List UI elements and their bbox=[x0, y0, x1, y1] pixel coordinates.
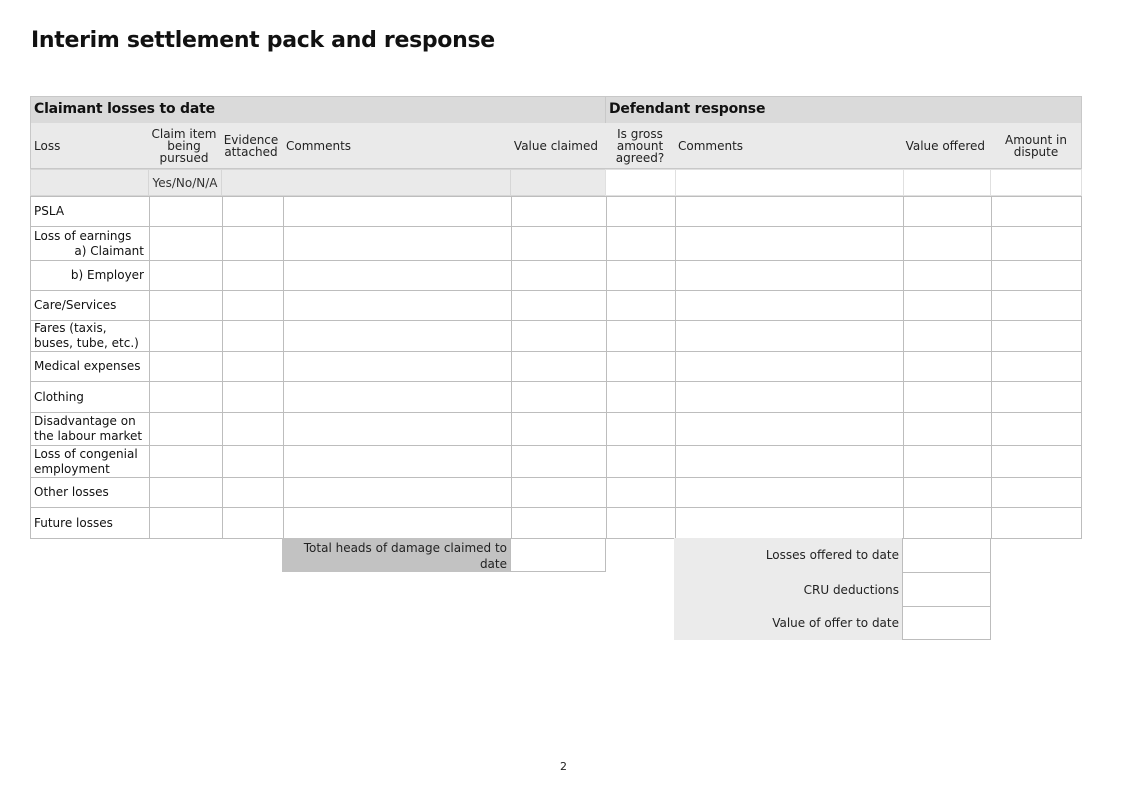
table-cell[interactable] bbox=[991, 478, 1083, 507]
table-cell[interactable] bbox=[675, 508, 903, 538]
table-cell[interactable] bbox=[903, 261, 991, 290]
table-cell[interactable] bbox=[222, 227, 283, 260]
table-cell[interactable] bbox=[606, 352, 675, 381]
row-sublabel-text: a) Claimant bbox=[74, 243, 144, 258]
table-cell[interactable] bbox=[283, 227, 511, 260]
table-cell[interactable] bbox=[222, 261, 283, 290]
table-cell[interactable] bbox=[511, 413, 606, 445]
table-cell[interactable] bbox=[283, 508, 511, 538]
table-cell[interactable] bbox=[283, 291, 511, 320]
table-cell[interactable] bbox=[903, 197, 991, 226]
cru-deductions-label: CRU deductions bbox=[674, 572, 903, 607]
table-cell[interactable] bbox=[991, 352, 1083, 381]
table-cell[interactable] bbox=[675, 321, 903, 351]
table-cell[interactable] bbox=[222, 321, 283, 351]
table-cell[interactable] bbox=[991, 197, 1083, 226]
table-cell[interactable] bbox=[991, 261, 1083, 290]
table-cell[interactable] bbox=[149, 478, 222, 507]
table-cell[interactable] bbox=[675, 227, 903, 260]
table-cell[interactable] bbox=[222, 352, 283, 381]
claimant-section-header bbox=[30, 96, 606, 124]
table-row bbox=[30, 320, 1082, 352]
row-label-text: Care/Services bbox=[34, 298, 117, 312]
row-label-text: Clothing bbox=[34, 389, 84, 404]
table-cell[interactable] bbox=[903, 446, 991, 477]
total-claimed-value[interactable] bbox=[510, 538, 606, 572]
table-row bbox=[30, 445, 1082, 478]
table-row bbox=[30, 351, 1082, 382]
col-header-gross-agreed: Is gross amount agreed? bbox=[615, 126, 665, 165]
table-cell[interactable] bbox=[511, 291, 606, 320]
table-cell[interactable] bbox=[149, 261, 222, 290]
cru-deductions-value[interactable] bbox=[902, 572, 991, 607]
table-cell[interactable] bbox=[903, 291, 991, 320]
page-title: Interim settlement pack and response bbox=[31, 28, 495, 53]
table-cell[interactable] bbox=[606, 291, 675, 320]
value-of-offer-value[interactable] bbox=[902, 606, 991, 640]
row-label-text: Fares (taxis, buses, tube, etc.) bbox=[34, 321, 139, 350]
table-cell[interactable] bbox=[903, 478, 991, 507]
table-cell[interactable] bbox=[991, 291, 1083, 320]
table-cell[interactable] bbox=[149, 413, 222, 445]
table-cell[interactable] bbox=[149, 352, 222, 381]
table-row bbox=[30, 507, 1082, 539]
table-cell[interactable] bbox=[222, 291, 283, 320]
table-cell[interactable] bbox=[903, 352, 991, 381]
table-cell[interactable] bbox=[606, 508, 675, 538]
table-cell[interactable] bbox=[283, 413, 511, 445]
col-header-value-claimed: Value claimed bbox=[513, 138, 598, 153]
row-label-text: Loss of earnings bbox=[34, 228, 132, 243]
table-cell[interactable] bbox=[222, 197, 283, 226]
table-row bbox=[30, 260, 1082, 291]
table-row bbox=[30, 196, 1082, 227]
table-cell[interactable] bbox=[149, 446, 222, 477]
col-header-claim-item: Claim item being pursued bbox=[151, 126, 217, 165]
defendant-heading: Defendant response bbox=[609, 101, 766, 117]
value-of-offer-label: Value of offer to date bbox=[674, 606, 903, 640]
table-cell[interactable] bbox=[222, 508, 283, 538]
table-cell[interactable] bbox=[283, 261, 511, 290]
table-cell[interactable] bbox=[675, 382, 903, 412]
table-cell[interactable] bbox=[675, 446, 903, 477]
table-cell[interactable] bbox=[149, 382, 222, 412]
col-header-value-offered: Value offered bbox=[905, 138, 985, 153]
table-cell[interactable] bbox=[149, 227, 222, 260]
row-label bbox=[34, 508, 146, 538]
table-cell[interactable] bbox=[283, 478, 511, 507]
yn-row-evidence-comments bbox=[221, 169, 511, 196]
row-label bbox=[34, 446, 146, 477]
row-label bbox=[34, 478, 146, 507]
claimant-heading: Claimant losses to date bbox=[34, 101, 215, 117]
table-cell[interactable] bbox=[149, 508, 222, 538]
table-cell[interactable] bbox=[991, 321, 1083, 351]
table-cell[interactable] bbox=[606, 261, 675, 290]
row-label-text: Other losses bbox=[34, 485, 109, 499]
table-cell[interactable] bbox=[991, 446, 1083, 477]
row-label bbox=[34, 413, 146, 445]
table-cell[interactable] bbox=[283, 352, 511, 381]
row-label bbox=[34, 352, 146, 381]
row-label-text: PSLA bbox=[34, 204, 65, 218]
table-cell[interactable] bbox=[606, 321, 675, 351]
losses-offered-value[interactable] bbox=[902, 538, 991, 573]
col-header-evidence: Evidence attached bbox=[223, 132, 279, 159]
table-cell[interactable] bbox=[903, 321, 991, 351]
table-cell[interactable] bbox=[606, 446, 675, 477]
table-cell[interactable] bbox=[149, 197, 222, 226]
table-row bbox=[30, 226, 1082, 261]
row-label bbox=[34, 382, 146, 412]
col-header-loss: Loss bbox=[34, 138, 61, 153]
table-cell[interactable] bbox=[675, 478, 903, 507]
table-cell[interactable] bbox=[511, 508, 606, 538]
table-cell[interactable] bbox=[903, 508, 991, 538]
row-label-text: Disadvantage on the labour market bbox=[34, 414, 143, 443]
col-header-amount-dispute: Amount in dispute bbox=[1005, 132, 1067, 159]
table-cell[interactable] bbox=[675, 197, 903, 226]
table-cell[interactable] bbox=[675, 413, 903, 445]
page-number: 2 bbox=[560, 760, 567, 773]
row-label bbox=[34, 321, 146, 351]
total-claimed-label: Total heads of damage claimed to date bbox=[282, 538, 511, 572]
table-cell[interactable] bbox=[903, 382, 991, 412]
table-row bbox=[30, 477, 1082, 508]
table-row bbox=[30, 290, 1082, 321]
row-label bbox=[34, 197, 146, 226]
table-cell[interactable] bbox=[606, 197, 675, 226]
table-cell[interactable] bbox=[149, 321, 222, 351]
table-cell[interactable] bbox=[511, 261, 606, 290]
table-cell[interactable] bbox=[606, 478, 675, 507]
table-cell[interactable] bbox=[675, 352, 903, 381]
table-cell[interactable] bbox=[991, 508, 1083, 538]
table-cell[interactable] bbox=[511, 321, 606, 351]
table-cell[interactable] bbox=[606, 413, 675, 445]
table-row bbox=[30, 381, 1082, 413]
table-cell[interactable] bbox=[675, 291, 903, 320]
defendant-section-header bbox=[605, 96, 1082, 124]
table-cell[interactable] bbox=[991, 227, 1083, 260]
table-cell[interactable] bbox=[511, 352, 606, 381]
table-cell[interactable] bbox=[149, 291, 222, 320]
table-cell[interactable] bbox=[606, 227, 675, 260]
table-cell[interactable] bbox=[511, 197, 606, 226]
table-cell[interactable] bbox=[991, 382, 1083, 412]
table-cell[interactable] bbox=[511, 478, 606, 507]
yn-row-loss bbox=[30, 169, 149, 196]
table-cell[interactable] bbox=[991, 413, 1083, 445]
table-cell[interactable] bbox=[511, 446, 606, 477]
table-cell[interactable] bbox=[283, 321, 511, 351]
table-cell[interactable] bbox=[511, 382, 606, 412]
col-header-defendant-comments: Comments bbox=[678, 138, 744, 153]
table-cell[interactable] bbox=[283, 382, 511, 412]
row-label-text: b) Employer bbox=[70, 268, 144, 282]
row-label-text: Future losses bbox=[34, 515, 113, 530]
row-label bbox=[34, 261, 146, 290]
row-label-text: Medical expenses bbox=[34, 359, 141, 373]
table-row bbox=[30, 412, 1082, 446]
table-cell[interactable] bbox=[222, 446, 283, 477]
table-cell[interactable] bbox=[222, 478, 283, 507]
col-header-comments: Comments bbox=[286, 138, 352, 153]
row-label-text: Loss of congenial employment bbox=[34, 446, 138, 476]
table-cell[interactable] bbox=[903, 413, 991, 445]
table-cell[interactable] bbox=[283, 197, 511, 226]
table-cell[interactable] bbox=[222, 382, 283, 412]
row-label bbox=[34, 227, 146, 260]
table-cell[interactable] bbox=[222, 413, 283, 445]
table-cell[interactable] bbox=[283, 446, 511, 477]
row-label bbox=[34, 291, 146, 320]
yn-row-defendant bbox=[605, 169, 1082, 196]
table-cell[interactable] bbox=[675, 261, 903, 290]
table-cell[interactable] bbox=[606, 382, 675, 412]
table-cell[interactable] bbox=[903, 227, 991, 260]
losses-offered-label: Losses offered to date bbox=[674, 538, 903, 572]
yn-row-claim-item: Yes/No/N/A bbox=[148, 169, 222, 196]
table-cell[interactable] bbox=[511, 227, 606, 260]
yn-row-value-claimed bbox=[510, 169, 606, 196]
